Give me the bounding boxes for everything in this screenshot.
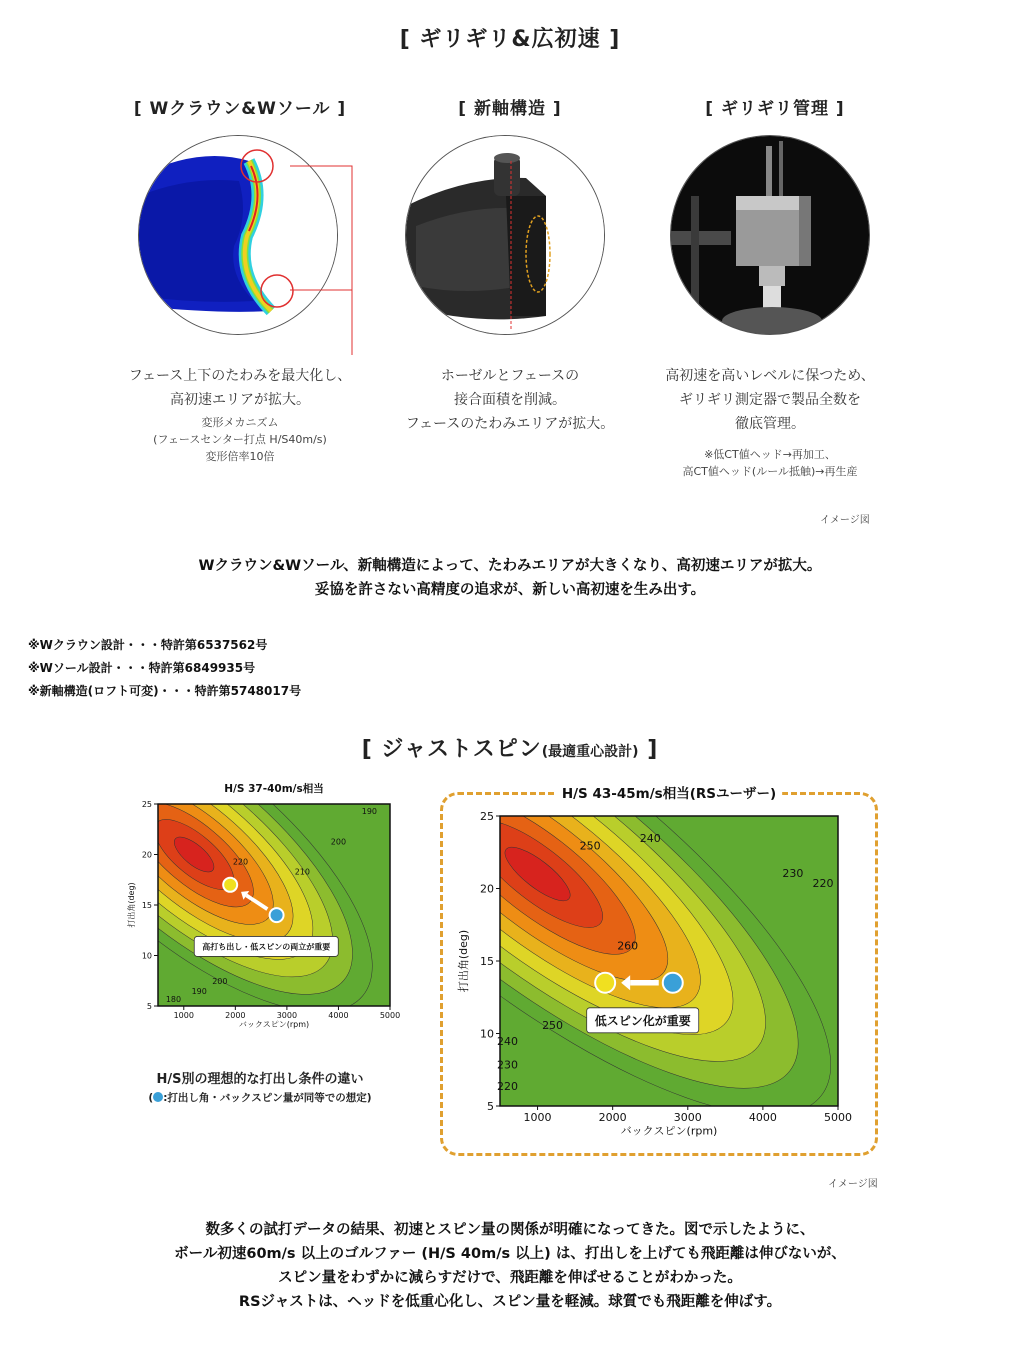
- desc-new-shaft: ホーゼルとフェースの 接合面積を削減。 フェースのたわみエリアが拡大。: [405, 368, 615, 432]
- y-tick-label: 10: [480, 1027, 494, 1041]
- contour-label: 240: [639, 832, 661, 846]
- chart-title: H/S 43-45m/s相当(RSユーザー): [561, 786, 777, 802]
- chart-hs37-40: [110, 776, 410, 1036]
- current-point-marker: [270, 908, 284, 922]
- contour-label: 220: [232, 857, 249, 867]
- image-note-2: イメージ図: [828, 1179, 878, 1190]
- contour-label: 190: [361, 807, 378, 817]
- x-tick-label: 2000: [225, 1011, 246, 1020]
- blue-dot-icon: [153, 1092, 163, 1102]
- annotation-text: 高打ち出し・低スピンの両立が重要: [202, 942, 331, 952]
- y-tick-label: 25: [141, 799, 152, 809]
- desc-giri-control: 高初速を高いレベルに保つため、 ギリギリ測定器で製品全数を 徹底管理。: [665, 368, 875, 432]
- x-tick-label: 5000: [379, 1011, 401, 1020]
- current-point-marker: [663, 973, 683, 993]
- contour-label: 200: [330, 837, 347, 847]
- heading-w-crown: [ Wクラウン&Wソール ]: [133, 99, 347, 119]
- contour-label: 210: [294, 867, 310, 877]
- x-tick-label: 1000: [173, 1011, 194, 1020]
- section2-closing: 数多くの試打データの結果、初速とスピン量の関係が明確になってきた。図で示したように、 ボール初速60m/s 以上のゴルファー (H/S 40m/s 以上) は、打出しを上げても飛距離は伸びないが、 スピン量をわずかに減らすだけで、飛距離を伸ばせることがわかった。 RSジャストは、ヘッドを低重心化し、スピン量を軽減。球質でも飛距離を伸ばす。: [174, 1222, 846, 1310]
- y-tick-label: 5: [487, 1099, 494, 1113]
- contour-label: 230: [782, 866, 804, 880]
- contour-label: 260: [617, 939, 639, 953]
- chart1-caption-sub: ( :打出し角・バックスピン量が同等での想定): [148, 1092, 372, 1104]
- x-tick-label: 3000: [276, 1011, 298, 1020]
- patent-item: ※Wソール設計・・・特許第6849935号: [28, 661, 256, 675]
- section1-lead: Wクラウン&Wソール、新軸構造によって、たわみエリアが大きくなり、高初速エリアが拡大。 妥協を許さない高精度の追求が、新しい高初速を生み出す。: [198, 558, 822, 598]
- chart1-caption-title: H/S別の理想的な打出し条件の違い: [156, 1072, 364, 1087]
- y-tick-label: 20: [480, 882, 494, 896]
- y-axis-label: 打出角(deg): [127, 882, 136, 928]
- annotation-text: 低スピン化が重要: [594, 1013, 691, 1028]
- y-tick-label: 15: [480, 954, 494, 968]
- patent-list: [28, 634, 301, 703]
- y-tick-label: 10: [141, 951, 152, 961]
- section-title-main: [ ギリギリ&広初速 ]: [399, 27, 621, 52]
- patent-item: ※Wクラウン設計・・・特許第6537562号: [28, 638, 268, 652]
- y-tick-label: 25: [480, 809, 494, 823]
- image-note-1: イメージ図: [820, 515, 870, 526]
- x-axis-label: バックスピン(rpm): [620, 1124, 718, 1138]
- contour-label: 220: [497, 1080, 519, 1094]
- patent-item: ※新軸構造(ロフト可変)・・・特許第5748017号: [28, 684, 302, 698]
- section-title-just-spin: [ ジャストスピン(最適重心設計) ]: [361, 737, 659, 762]
- contour-label: 180: [165, 994, 182, 1004]
- ideal-point-marker: [595, 973, 615, 993]
- contour-label: 250: [579, 839, 601, 853]
- contour-label: 240: [497, 1035, 519, 1049]
- y-tick-label: 20: [141, 850, 152, 860]
- new-shaft-image: [405, 135, 605, 335]
- chart-title: H/S 37-40m/s相当: [224, 783, 324, 795]
- x-tick-label: 4000: [328, 1011, 349, 1020]
- y-axis-label: 打出角(deg): [457, 929, 470, 993]
- chart-hs43-45: [450, 780, 870, 1150]
- x-tick-label: 3000: [673, 1111, 702, 1124]
- y-tick-label: 5: [146, 1001, 152, 1011]
- x-tick-label: 2000: [598, 1111, 627, 1124]
- contour-label: 220: [812, 877, 834, 891]
- x-tick-label: 1000: [523, 1111, 552, 1124]
- x-tick-label: 5000: [824, 1111, 852, 1124]
- leader-line: [290, 160, 360, 360]
- heading-giri-control: [ ギリギリ管理 ]: [705, 99, 845, 119]
- contour-label: 200: [212, 976, 228, 986]
- notes-giri-control: ※低CT値ヘッド→再加工、 高CT値ヘッド(ルール抵触)→再生産: [682, 448, 858, 478]
- heading-new-shaft: [ 新軸構造 ]: [458, 99, 562, 119]
- x-tick-label: 4000: [748, 1111, 777, 1124]
- contour-label: 230: [497, 1058, 519, 1072]
- x-axis-label: バックスピン(rpm): [238, 1019, 310, 1029]
- measurement-device-image: [670, 135, 870, 335]
- notes-w-crown: 変形メカニズム (フェースセンター打点 H/S40m/s) 変形倍率10倍: [153, 416, 327, 463]
- y-tick-label: 15: [141, 900, 152, 910]
- contour-label: 250: [542, 1019, 564, 1033]
- desc-w-crown: フェース上下のたわみを最大化し、 高初速エリアが拡大。: [128, 368, 352, 408]
- ideal-point-marker: [223, 878, 237, 892]
- contour-label: 190: [191, 986, 207, 996]
